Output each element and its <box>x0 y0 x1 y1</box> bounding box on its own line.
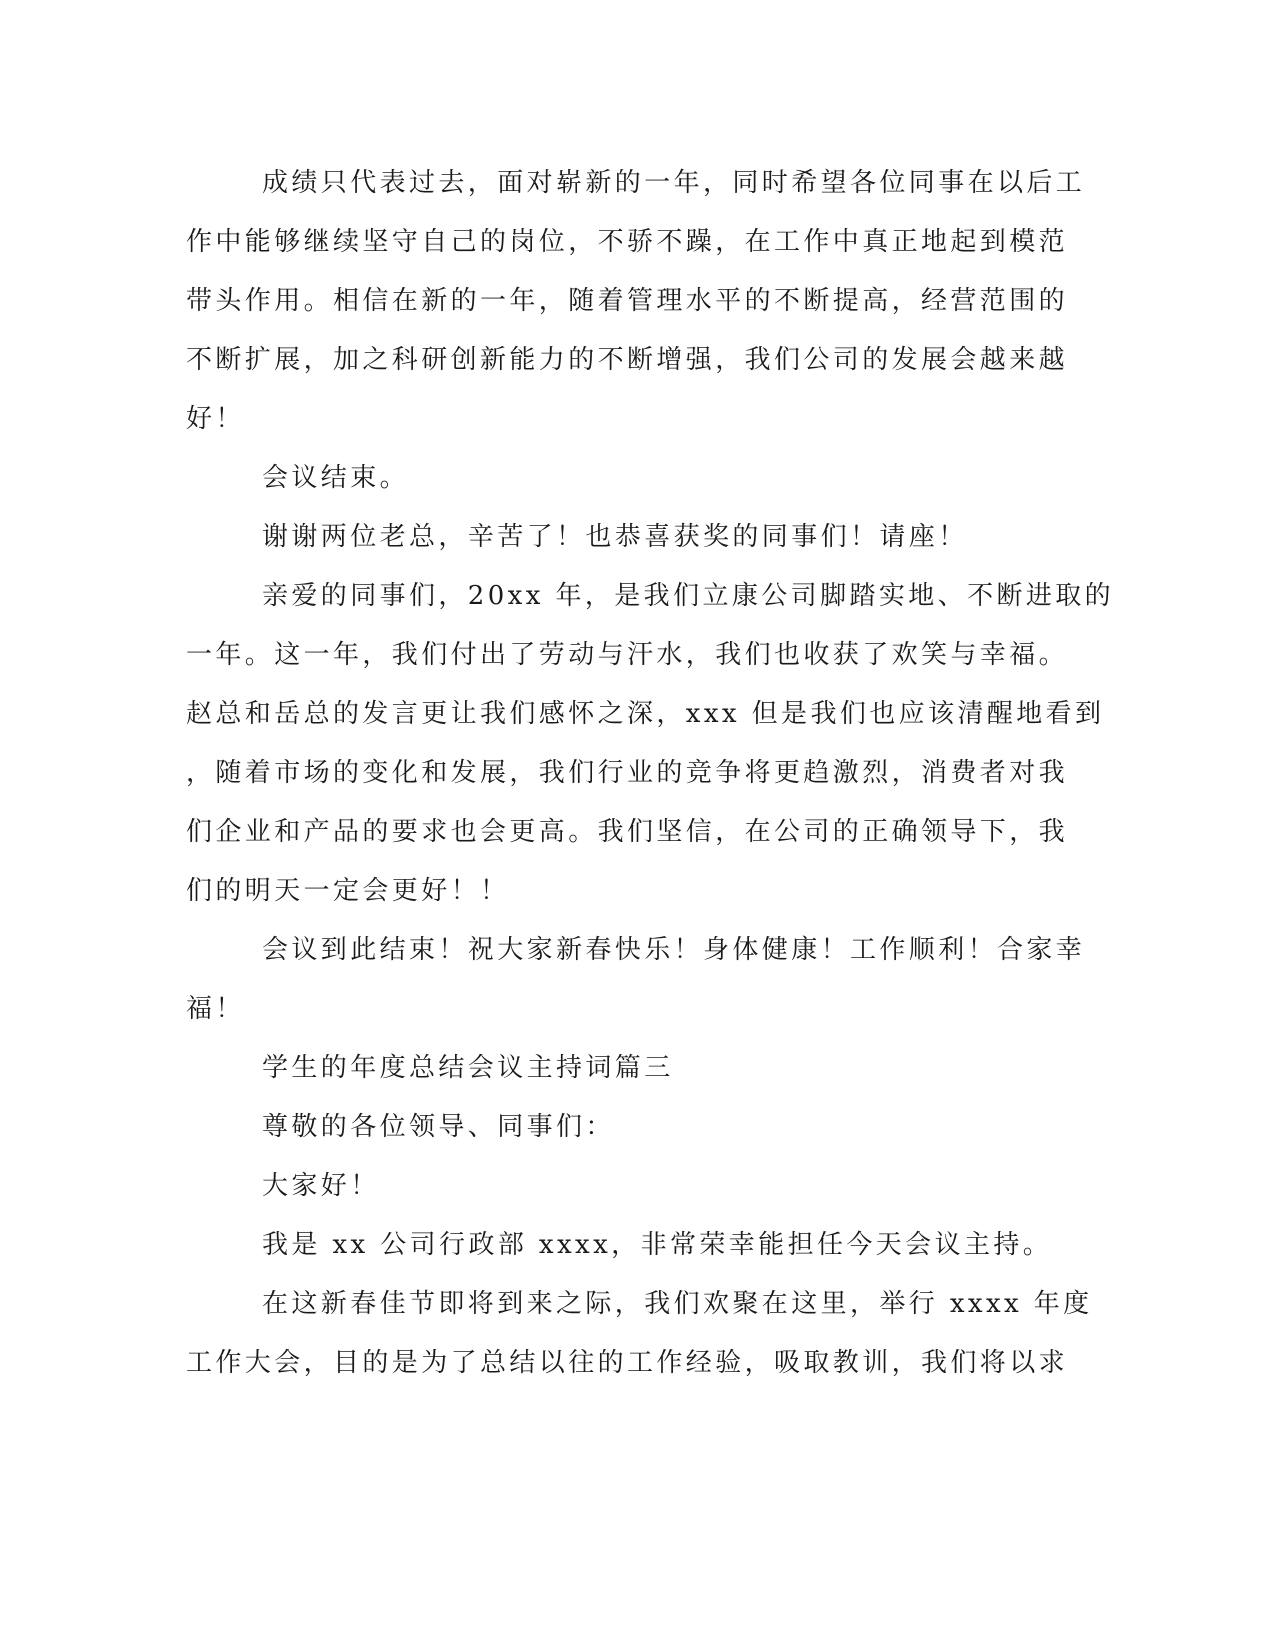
paragraph-line: 会议到此结束！祝大家新春快乐！身体健康！工作顺利！合家幸 <box>262 935 1086 965</box>
greeting-line: 大家好！ <box>262 1171 380 1201</box>
paragraph-line: 不断扩展，加之科研创新能力的不断增强，我们公司的发展会越来越 <box>186 345 1069 375</box>
paragraph-line: ，随着市场的变化和发展，我们行业的竞争将更趋激烈，消费者对我 <box>186 758 1069 788</box>
paragraph-line: 一年。这一年，我们付出了劳动与汗水，我们也收获了欢笑与幸福。 <box>186 640 1069 670</box>
paragraph-line: 赵总和岳总的发言更让我们感怀之深，xxx 但是我们也应该清醒地看到 <box>186 699 1105 729</box>
paragraph-line: 我是 xx 公司行政部 xxxx，非常荣幸能担任今天会议主持。 <box>262 1230 1053 1260</box>
paragraph-line: 谢谢两位老总，辛苦了！也恭喜获奖的同事们！请座！ <box>262 522 968 552</box>
paragraph-line: 工作大会，目的是为了总结以往的工作经验，吸取教训，我们将以求 <box>186 1348 1069 1378</box>
paragraph-line: 亲爱的同事们，20xx 年，是我们立康公司脚踏实地、不断进取的 <box>262 581 1115 611</box>
paragraph-line: 们企业和产品的要求也会更高。我们坚信，在公司的正确领导下，我 <box>186 817 1069 847</box>
section-heading: 学生的年度总结会议主持词篇三 <box>262 1053 674 1083</box>
paragraph-line: 会议结束。 <box>262 463 410 493</box>
paragraph-line: 带头作用。相信在新的一年，随着管理水平的不断提高，经营范围的 <box>186 286 1069 316</box>
salutation-line: 尊敬的各位领导、同事们： <box>262 1112 615 1142</box>
paragraph-line: 好！ <box>186 404 245 434</box>
paragraph-line: 作中能够继续坚守自己的岗位，不骄不躁，在工作中真正地起到模范 <box>186 227 1069 257</box>
paragraph-line: 成绩只代表过去，面对崭新的一年，同时希望各位同事在以后工 <box>262 168 1086 198</box>
paragraph-line: 们的明天一定会更好！！ <box>186 876 510 906</box>
paragraph-line: 在这新春佳节即将到来之际，我们欢聚在这里，举行 xxxx 年度 <box>262 1289 1093 1319</box>
paragraph-line: 福！ <box>186 994 245 1024</box>
